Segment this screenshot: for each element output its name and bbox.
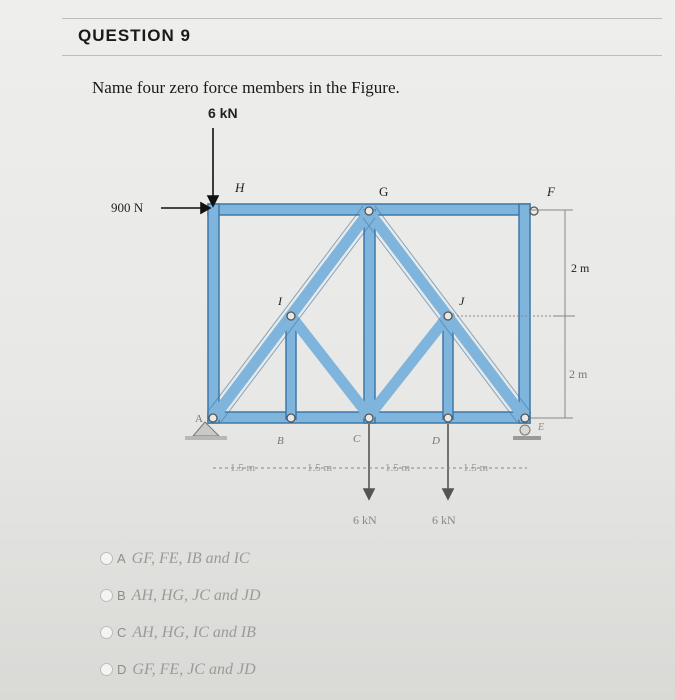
radio-a[interactable]	[100, 552, 113, 565]
option-c[interactable]	[100, 614, 261, 651]
radio-c[interactable]	[100, 626, 113, 639]
pin-F	[530, 207, 538, 215]
pin-J	[444, 312, 452, 320]
member-AH	[208, 204, 219, 423]
option-c-text: AH, HG, IC and IB	[132, 623, 256, 641]
radio-d[interactable]	[100, 663, 113, 676]
option-d-letter: D	[117, 662, 127, 677]
member-JC	[369, 316, 448, 416]
pin-support-A	[185, 422, 227, 440]
span-label-3: 1.5 m	[385, 462, 411, 474]
load-label-c: 6 kN	[353, 513, 377, 527]
option-a-text: GF, FE, IB and IC	[131, 549, 250, 567]
span-label-4: 1.5 m	[463, 462, 489, 474]
pin-C	[365, 414, 373, 422]
member-GC	[364, 210, 375, 423]
option-a-letter: A	[117, 551, 126, 566]
side-load-label: 900 N	[111, 200, 144, 215]
node-label-g: G	[379, 184, 389, 199]
option-b-letter: B	[117, 588, 126, 603]
node-label-i: I	[278, 294, 282, 308]
roller-support-E	[513, 425, 541, 440]
pin-I	[287, 312, 295, 320]
pin-A	[209, 414, 217, 422]
member-FE	[519, 204, 530, 423]
option-a[interactable]	[100, 540, 261, 577]
option-d-text: GF, FE, JC and JD	[132, 660, 256, 678]
node-label-a: A	[195, 413, 203, 425]
span-label-1: 1.5 m	[230, 462, 256, 474]
node-label-j: J	[459, 294, 465, 308]
node-label-d: D	[432, 435, 440, 447]
option-b[interactable]	[100, 577, 261, 614]
radio-b[interactable]	[100, 589, 113, 602]
pin-E	[521, 414, 529, 422]
node-label-c: C	[353, 433, 361, 445]
option-c-letter: C	[117, 625, 127, 640]
truss-figure	[95, 100, 605, 530]
height-label-upper: 2 m	[571, 261, 590, 275]
node-label-b: B	[277, 435, 284, 447]
top-load-label: 6 kN	[208, 105, 238, 121]
option-b-text: AH, HG, JC and JD	[131, 586, 261, 604]
question-title: QUESTION 9	[78, 26, 191, 45]
height-label-lower: 2 m	[569, 367, 588, 381]
pin-G	[365, 207, 373, 215]
option-d[interactable]	[100, 651, 261, 688]
node-label-f: F	[547, 184, 555, 199]
span-label-2: 1.5 m	[307, 462, 333, 474]
truss-members	[208, 204, 530, 423]
member-IC	[291, 316, 369, 416]
node-label-h: H	[235, 180, 245, 195]
question-prompt: Name four zero force members in the Figure.	[92, 78, 400, 97]
pin-B	[287, 414, 295, 422]
pin-D	[444, 414, 452, 422]
node-label-e: E	[538, 422, 545, 433]
load-label-d: 6 kN	[432, 513, 456, 527]
answer-options	[100, 540, 261, 688]
